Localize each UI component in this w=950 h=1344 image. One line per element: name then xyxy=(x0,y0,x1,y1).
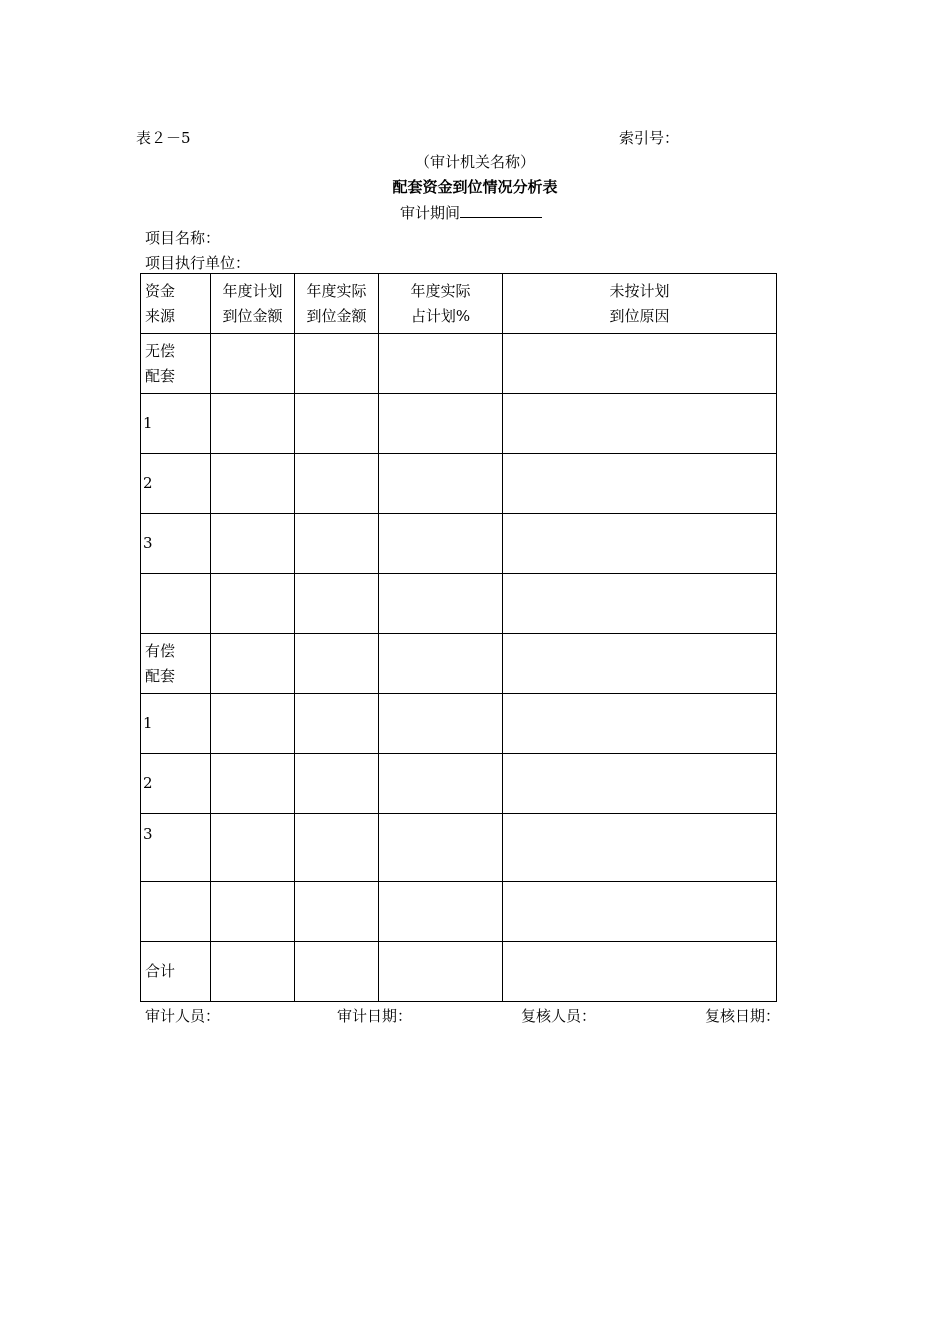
table-cell[interactable] xyxy=(379,454,503,514)
table-cell[interactable] xyxy=(211,574,295,634)
funding-table xyxy=(140,273,777,1002)
table-cell[interactable] xyxy=(379,942,503,1002)
table-cell[interactable] xyxy=(503,394,777,454)
table-cell[interactable] xyxy=(503,942,777,1002)
table-row xyxy=(141,694,777,754)
row-label xyxy=(141,882,211,942)
table-header-row xyxy=(141,274,777,334)
header-cell-source: 资金 来源 xyxy=(141,274,211,334)
header-cell-actual: 年度实际 到位金额 xyxy=(295,274,379,334)
table-cell[interactable] xyxy=(211,694,295,754)
row-label-total: 合计 xyxy=(141,942,211,1002)
row-label: 有偿 配套 xyxy=(141,634,211,694)
table-cell[interactable] xyxy=(211,334,295,394)
table-row xyxy=(141,334,777,394)
table-row xyxy=(141,514,777,574)
table-cell[interactable] xyxy=(211,814,295,882)
header-cell-plan: 年度计划 到位金额 xyxy=(211,274,295,334)
table-cell[interactable] xyxy=(379,514,503,574)
table-cell[interactable] xyxy=(211,454,295,514)
table-cell[interactable] xyxy=(295,694,379,754)
row-label: 3 xyxy=(141,514,211,574)
table-cell[interactable] xyxy=(295,454,379,514)
header-cell-reason: 未按计划 到位原因 xyxy=(503,274,777,334)
page-title: 配套资金到位情况分析表 xyxy=(392,178,558,196)
table-cell[interactable] xyxy=(295,882,379,942)
header-cell-ratio: 年度实际 占计划% xyxy=(379,274,503,334)
table-cell[interactable] xyxy=(295,754,379,814)
table-cell[interactable] xyxy=(503,514,777,574)
auditor-label: 审计人员： xyxy=(145,1007,221,1025)
table-cell[interactable] xyxy=(503,754,777,814)
table-row xyxy=(141,754,777,814)
audit-period-blank xyxy=(460,203,542,218)
table-cell[interactable] xyxy=(503,814,777,882)
table-cell[interactable] xyxy=(379,574,503,634)
review-date-label: 复核日期： xyxy=(705,1007,781,1025)
row-label: 2 xyxy=(141,754,211,814)
table-cell[interactable] xyxy=(211,882,295,942)
table-row xyxy=(141,942,777,1002)
reviewer-label: 复核人员： xyxy=(521,1007,597,1025)
table-cell[interactable] xyxy=(211,514,295,574)
table-cell[interactable] xyxy=(379,694,503,754)
table-row xyxy=(141,394,777,454)
table-cell[interactable] xyxy=(503,694,777,754)
row-label: 1 xyxy=(141,394,211,454)
index-number-label: 索引号： xyxy=(619,129,680,147)
row-label xyxy=(141,574,211,634)
table-cell[interactable] xyxy=(503,882,777,942)
table-row xyxy=(141,574,777,634)
table-row xyxy=(141,454,777,514)
table-cell[interactable] xyxy=(379,754,503,814)
row-label: 3 xyxy=(141,814,211,882)
table-cell[interactable] xyxy=(295,334,379,394)
table-cell[interactable] xyxy=(295,814,379,882)
table-cell[interactable] xyxy=(503,574,777,634)
table-cell[interactable] xyxy=(295,634,379,694)
row-label: 2 xyxy=(141,454,211,514)
table-row xyxy=(141,634,777,694)
audit-org-name: （审计机关名称） xyxy=(414,153,535,171)
table-number: 表２－5 xyxy=(136,129,191,147)
row-label: 无偿 配套 xyxy=(141,334,211,394)
table-cell[interactable] xyxy=(379,882,503,942)
table-cell[interactable] xyxy=(211,754,295,814)
table-cell[interactable] xyxy=(295,942,379,1002)
table-cell[interactable] xyxy=(503,334,777,394)
table-cell[interactable] xyxy=(295,514,379,574)
table-cell[interactable] xyxy=(379,394,503,454)
table-row xyxy=(141,882,777,942)
table-cell[interactable] xyxy=(503,634,777,694)
project-name-label: 项目名称： xyxy=(145,229,221,247)
table-row xyxy=(141,814,777,882)
table-cell[interactable] xyxy=(295,574,379,634)
table-cell[interactable] xyxy=(503,454,777,514)
table-cell[interactable] xyxy=(379,634,503,694)
audit-period xyxy=(400,202,542,223)
table-cell[interactable] xyxy=(379,334,503,394)
table-cell[interactable] xyxy=(211,394,295,454)
table-cell[interactable] xyxy=(211,942,295,1002)
audit-period-label: 审计期间 xyxy=(400,204,461,222)
project-unit-label: 项目执行单位： xyxy=(145,254,251,272)
table-cell[interactable] xyxy=(295,394,379,454)
table-cell[interactable] xyxy=(211,634,295,694)
row-label: 1 xyxy=(141,694,211,754)
audit-date-label: 审计日期： xyxy=(337,1007,413,1025)
table-cell[interactable] xyxy=(379,814,503,882)
